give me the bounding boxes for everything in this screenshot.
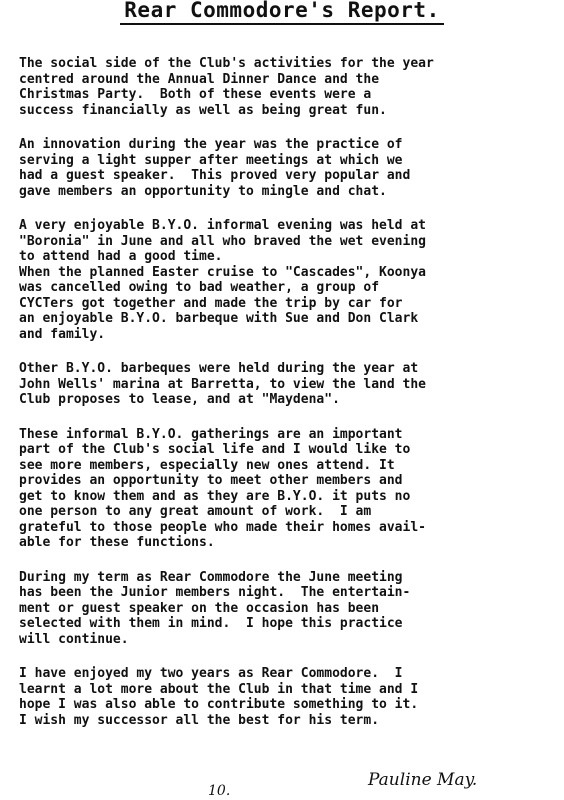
text-line: success financially as well as being great fun. bbox=[19, 102, 387, 118]
text-line: A very enjoyable B.Y.O. informal evening was held at bbox=[19, 218, 426, 233]
text-line: The social side of the Club's activities for the year bbox=[19, 56, 434, 71]
text-line: provides an opportunity to meet other members and bbox=[19, 473, 403, 488]
text-line: grateful to those people who made their homes avail- bbox=[19, 519, 426, 535]
text-line: an enjoyable B.Y.O. barbeque with Sue and Don Clark bbox=[19, 311, 419, 326]
signature: Pauline May. bbox=[368, 770, 478, 790]
text-line: learnt a lot more about the Club in that time and I bbox=[19, 681, 419, 697]
paragraph bbox=[19, 137, 559, 199]
text-line: get to know them and as they are B.Y.O. it puts no bbox=[19, 488, 411, 504]
text-line: John Wells' marina at Barretta, to view the land the bbox=[19, 376, 426, 392]
text-line: When the planned Easter cruise to "Cascades", Koonya bbox=[19, 264, 426, 280]
text-line: hope I was also able to contribute something to it. bbox=[19, 697, 419, 712]
text-line: was cancelled owing to bad weather, a group of bbox=[19, 280, 380, 295]
paragraph bbox=[19, 666, 559, 728]
text-line: will continue. bbox=[19, 631, 129, 647]
text-line: had a guest speaker. This proved very popular and bbox=[19, 168, 411, 183]
text-line: selected with them in mind. I hope this practice bbox=[19, 616, 403, 631]
text-line: These informal B.Y.O. gatherings are an important bbox=[19, 426, 403, 442]
text-line: able for these functions. bbox=[19, 535, 215, 550]
paragraph bbox=[19, 56, 559, 118]
text-line: part of the Club's social life and I would like to bbox=[19, 442, 411, 457]
page-number: 10. bbox=[208, 783, 231, 799]
text-line: to attend had a good time. bbox=[19, 249, 223, 264]
text-line: has been the Junior members night. The entertain- bbox=[19, 585, 411, 600]
text-line: "Boronia" in June and all who braved the wet evening bbox=[19, 233, 426, 249]
text-line: CYCTers got together and made the trip by car for bbox=[19, 295, 403, 311]
text-line: During my term as Rear Commodore the June meeting bbox=[19, 569, 403, 585]
report-title: Rear Commodore's Report. bbox=[0, 0, 564, 20]
text-line: Christmas Party. Both of these events were a bbox=[19, 87, 372, 102]
paragraph bbox=[19, 218, 559, 342]
paragraph bbox=[19, 361, 559, 408]
text-line: An innovation during the year was the practice of bbox=[19, 137, 403, 152]
text-line: see more members, especially new ones attend. It bbox=[19, 457, 395, 473]
text-line: I wish my successor all the best for his term. bbox=[19, 712, 380, 728]
text-line: and family. bbox=[19, 326, 106, 342]
text-line: I have enjoyed my two years as Rear Commodore. I bbox=[19, 666, 403, 681]
paragraph bbox=[19, 570, 559, 648]
report-body bbox=[19, 56, 559, 747]
text-line: serving a light supper after meetings at which we bbox=[19, 152, 403, 168]
paragraph bbox=[19, 427, 559, 551]
text-line: gave members an opportunity to mingle and chat. bbox=[19, 183, 387, 199]
text-line: ment or guest speaker on the occasion has been bbox=[19, 600, 380, 616]
text-line: centred around the Annual Dinner Dance and the bbox=[19, 71, 380, 87]
text-line: Club proposes to lease, and at "Maydena". bbox=[19, 392, 340, 407]
text-line: one person to any great amount of work. I am bbox=[19, 504, 372, 519]
text-line: Other B.Y.O. barbeques were held during the year at bbox=[19, 361, 419, 376]
